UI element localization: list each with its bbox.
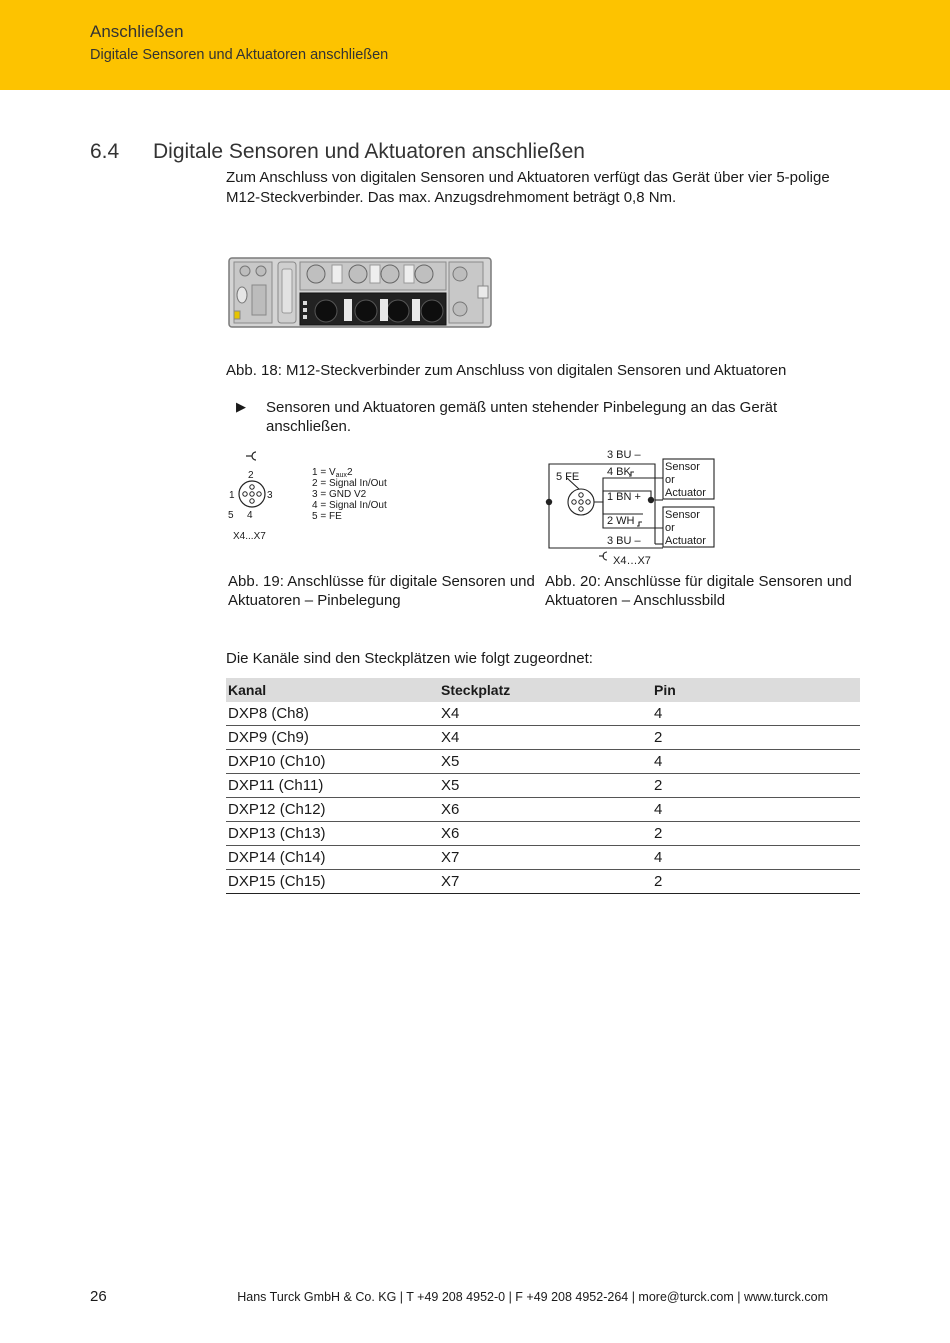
table-row: [226, 798, 860, 822]
table-row: [226, 846, 860, 870]
wire-label-bk: 4 BK: [607, 466, 631, 478]
cell-kanal: DXP11 (Ch11): [226, 774, 439, 798]
table-row: [226, 750, 860, 774]
wire-label-wh: 2 WH: [607, 515, 635, 527]
device-bottom-line-3: Actuator: [665, 535, 706, 547]
table-intro: Die Kanäle sind den Steckplätzen wie folgt zugeordnet:: [226, 650, 593, 667]
table-row: [226, 822, 860, 846]
pin-label-3: 3: [267, 490, 273, 501]
wire-label-bn: 1 BN +: [607, 491, 641, 503]
figure-20-caption: Abb. 20: Anschlüsse für digitale Sensoren und Aktuatoren – Anschlussbild: [545, 573, 852, 609]
pin-legend-2: 2 = Signal In/Out: [312, 478, 387, 489]
pin-assignment-diagram: [226, 448, 526, 548]
header-pin: Pin: [652, 678, 860, 702]
cell-pin: 4: [652, 798, 860, 822]
cell-pin: 2: [652, 774, 860, 798]
wire-label-bu-bottom: 3 BU –: [607, 535, 641, 547]
instruction-marker: ▶: [236, 399, 246, 414]
page-number: 26: [90, 1288, 107, 1305]
footer-contact: Hans Turck GmbH & Co. KG | T +49 208 4952-0 | F +49 208 4952-264 | more@turck.com | www.turck.com: [237, 1290, 828, 1304]
female-connector-icon: [599, 552, 607, 560]
fe-label: 5 FE: [556, 471, 580, 483]
cell-pin: 2: [652, 822, 860, 846]
channel-table: [226, 678, 860, 894]
cell-kanal: DXP13 (Ch13): [226, 822, 439, 846]
figure-18-caption: Abb. 18: M12-Steckverbinder zum Anschluss von digitalen Sensoren und Aktuatoren: [226, 362, 787, 379]
female-connector-icon: [246, 452, 256, 460]
pin-legend-1: $1 = V_{aux}2$: [312, 467, 353, 479]
device-bottom-line-2: or: [665, 522, 675, 534]
cell-steckplatz: X4: [439, 726, 652, 750]
table-row: [226, 774, 860, 798]
cell-steckplatz: X7: [439, 870, 652, 894]
cell-kanal: DXP10 (Ch10): [226, 750, 439, 774]
cell-kanal: DXP9 (Ch9): [226, 726, 439, 750]
cell-kanal: DXP14 (Ch14): [226, 846, 439, 870]
device-top-line-2: or: [665, 474, 675, 486]
cell-kanal: DXP8 (Ch8): [226, 702, 439, 726]
cell-steckplatz: X4: [439, 702, 652, 726]
chapter-subtitle: Digitale Sensoren und Aktuatoren anschließen: [90, 47, 389, 63]
cell-pin: 2: [652, 726, 860, 750]
cell-steckplatz: X5: [439, 750, 652, 774]
cell-pin: 4: [652, 702, 860, 726]
section-title: Digitale Sensoren und Aktuatoren anschließen: [153, 140, 585, 163]
wiring-connector-label: X4…X7: [613, 555, 651, 567]
cell-pin: 4: [652, 750, 860, 774]
table-row: [226, 726, 860, 750]
table-row: [226, 702, 860, 726]
table-body: [226, 702, 860, 894]
cell-kanal: DXP12 (Ch12): [226, 798, 439, 822]
cell-steckplatz: X6: [439, 822, 652, 846]
wiring-diagram: [543, 444, 723, 570]
pin-label-5: 5: [228, 510, 234, 521]
instruction-text: Sensoren und Aktuatoren gemäß unten stehender Pinbelegung an das Gerät anschließen.: [266, 399, 778, 435]
page-header: [0, 0, 950, 90]
header-kanal: Kanal: [226, 678, 439, 702]
connector-range-label: X4...X7: [233, 531, 266, 542]
device-illustration: [228, 257, 492, 329]
figure-19-caption: Abb. 19: Anschlüsse für digitale Sensoren und Aktuatoren – Pinbelegung: [228, 573, 535, 609]
pin-legend-4: 4 = Signal In/Out: [312, 500, 387, 511]
cell-kanal: DXP15 (Ch15): [226, 870, 439, 894]
cell-steckplatz: X5: [439, 774, 652, 798]
device-top-line-1: Sensor: [665, 461, 700, 473]
intro-paragraph: Zum Anschluss von digitalen Sensoren und Aktuatoren verfügt das Gerät über vier 5-polige M12-Steckverbinder. Das max. Anzugsdrehmoment beträgt 0,8 Nm.: [226, 169, 830, 206]
cell-pin: 2: [652, 870, 860, 894]
cell-steckplatz: X6: [439, 798, 652, 822]
pin-label-4: 4: [247, 510, 253, 521]
section-number: 6.4: [90, 140, 120, 163]
table-row: [226, 870, 860, 894]
cell-pin: 4: [652, 846, 860, 870]
pin-legend-3: 3 = GND V2: [312, 489, 367, 500]
wire-label-bu-top: 3 BU –: [607, 449, 641, 461]
pin-label-2: 2: [248, 470, 254, 481]
device-top-line-3: Actuator: [665, 487, 706, 499]
chapter-title: Anschließen: [90, 22, 184, 41]
pin-legend-5: 5 = FE: [312, 511, 342, 522]
device-bottom-line-1: Sensor: [665, 509, 700, 521]
table-header-row: [226, 678, 860, 702]
header-steckplatz: Steckplatz: [439, 678, 652, 702]
pin-label-1: 1: [229, 490, 235, 501]
cell-steckplatz: X7: [439, 846, 652, 870]
